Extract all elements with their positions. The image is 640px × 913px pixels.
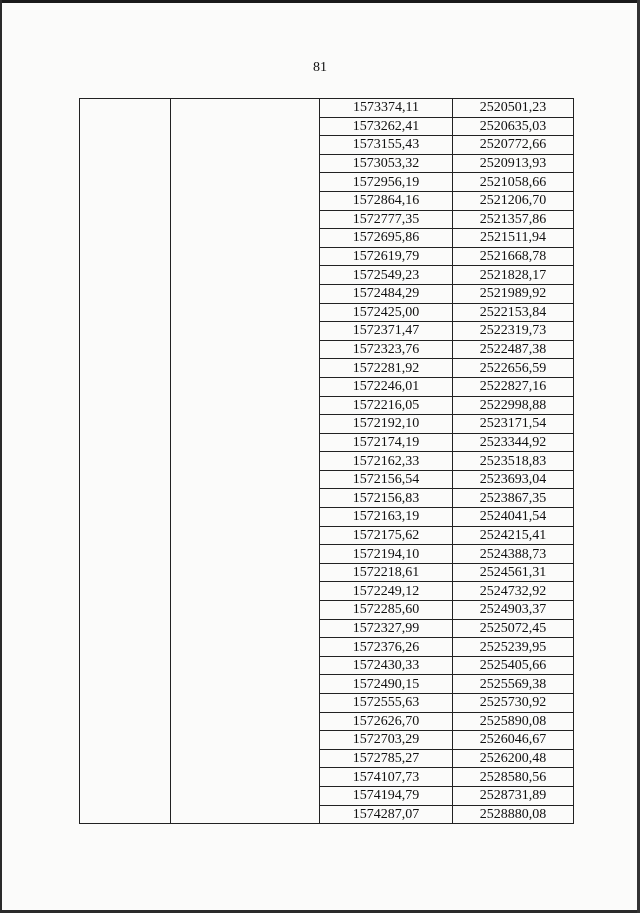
y-coordinate-cell: 2520772,66 [453,136,574,155]
y-coordinate-cell: 2522487,38 [453,340,574,359]
y-coordinate-cell: 2528580,56 [453,768,574,787]
y-coordinate-cell: 2528731,89 [453,786,574,805]
x-coordinate-cell: 1573155,43 [320,136,453,155]
x-coordinate-cell: 1572555,63 [320,694,453,713]
y-coordinate-cell: 2520635,03 [453,117,574,136]
x-coordinate-cell: 1572163,19 [320,508,453,527]
table-row [80,99,574,118]
y-coordinate-cell: 2523867,35 [453,489,574,508]
y-coordinate-cell: 2525072,45 [453,619,574,638]
x-coordinate-cell: 1572777,35 [320,210,453,229]
x-coordinate-cell: 1572430,33 [320,656,453,675]
x-coordinate-cell: 1572174,19 [320,433,453,452]
x-coordinate-cell: 1572175,62 [320,526,453,545]
y-coordinate-cell: 2524215,41 [453,526,574,545]
y-coordinate-cell: 2521357,86 [453,210,574,229]
x-coordinate-cell: 1572194,10 [320,545,453,564]
merged-empty-cell-2 [171,99,320,824]
x-coordinate-cell: 1572156,83 [320,489,453,508]
y-coordinate-cell: 2521511,94 [453,229,574,248]
y-coordinate-cell: 2526046,67 [453,731,574,750]
y-coordinate-cell: 2522656,59 [453,359,574,378]
y-coordinate-cell: 2525730,92 [453,694,574,713]
y-coordinate-cell: 2523344,92 [453,433,574,452]
x-coordinate-cell: 1572785,27 [320,749,453,768]
y-coordinate-cell: 2521206,70 [453,191,574,210]
y-coordinate-cell: 2521668,78 [453,247,574,266]
y-coordinate-cell: 2524903,37 [453,601,574,620]
y-coordinate-cell: 2525890,08 [453,712,574,731]
x-coordinate-cell: 1572371,47 [320,322,453,341]
y-coordinate-cell: 2524561,31 [453,563,574,582]
merged-empty-cell-1 [80,99,171,824]
x-coordinate-cell: 1572327,99 [320,619,453,638]
y-coordinate-cell: 2525569,38 [453,675,574,694]
y-coordinate-cell: 2523518,83 [453,452,574,471]
x-coordinate-cell: 1572703,29 [320,731,453,750]
y-coordinate-cell: 2524732,92 [453,582,574,601]
x-coordinate-cell: 1572249,12 [320,582,453,601]
y-coordinate-cell: 2520501,23 [453,99,574,118]
y-coordinate-cell: 2522998,88 [453,396,574,415]
x-coordinate-cell: 1572490,15 [320,675,453,694]
x-coordinate-cell: 1573053,32 [320,154,453,173]
coordinates-table [79,98,574,824]
x-coordinate-cell: 1572864,16 [320,191,453,210]
x-coordinate-cell: 1572626,70 [320,712,453,731]
y-coordinate-cell: 2522827,16 [453,377,574,396]
x-coordinate-cell: 1573374,11 [320,99,453,118]
page-number: 81 [313,60,327,75]
x-coordinate-cell: 1572619,79 [320,247,453,266]
x-coordinate-cell: 1572216,05 [320,396,453,415]
y-coordinate-cell: 2521058,66 [453,173,574,192]
y-coordinate-cell: 2526200,48 [453,749,574,768]
x-coordinate-cell: 1572246,01 [320,377,453,396]
y-coordinate-cell: 2523693,04 [453,470,574,489]
y-coordinate-cell: 2524041,54 [453,508,574,527]
x-coordinate-cell: 1574287,07 [320,805,453,824]
x-coordinate-cell: 1574107,73 [320,768,453,787]
x-coordinate-cell: 1572323,76 [320,340,453,359]
y-coordinate-cell: 2522153,84 [453,303,574,322]
x-coordinate-cell: 1572549,23 [320,266,453,285]
coordinates-table-body [80,99,574,824]
y-coordinate-cell: 2524388,73 [453,545,574,564]
scan-edge-top [0,0,640,3]
scan-edge-left [0,0,2,913]
y-coordinate-cell: 2528880,08 [453,805,574,824]
x-coordinate-cell: 1572425,00 [320,303,453,322]
x-coordinate-cell: 1572281,92 [320,359,453,378]
y-coordinate-cell: 2523171,54 [453,415,574,434]
x-coordinate-cell: 1574194,79 [320,786,453,805]
x-coordinate-cell: 1572156,54 [320,470,453,489]
x-coordinate-cell: 1572162,33 [320,452,453,471]
x-coordinate-cell: 1572695,86 [320,229,453,248]
x-coordinate-cell: 1572285,60 [320,601,453,620]
x-coordinate-cell: 1572484,29 [320,284,453,303]
y-coordinate-cell: 2520913,93 [453,154,574,173]
x-coordinate-cell: 1573262,41 [320,117,453,136]
x-coordinate-cell: 1572376,26 [320,638,453,657]
y-coordinate-cell: 2522319,73 [453,322,574,341]
x-coordinate-cell: 1572192,10 [320,415,453,434]
y-coordinate-cell: 2525239,95 [453,638,574,657]
y-coordinate-cell: 2521828,17 [453,266,574,285]
x-coordinate-cell: 1572218,61 [320,563,453,582]
y-coordinate-cell: 2525405,66 [453,656,574,675]
y-coordinate-cell: 2521989,92 [453,284,574,303]
x-coordinate-cell: 1572956,19 [320,173,453,192]
